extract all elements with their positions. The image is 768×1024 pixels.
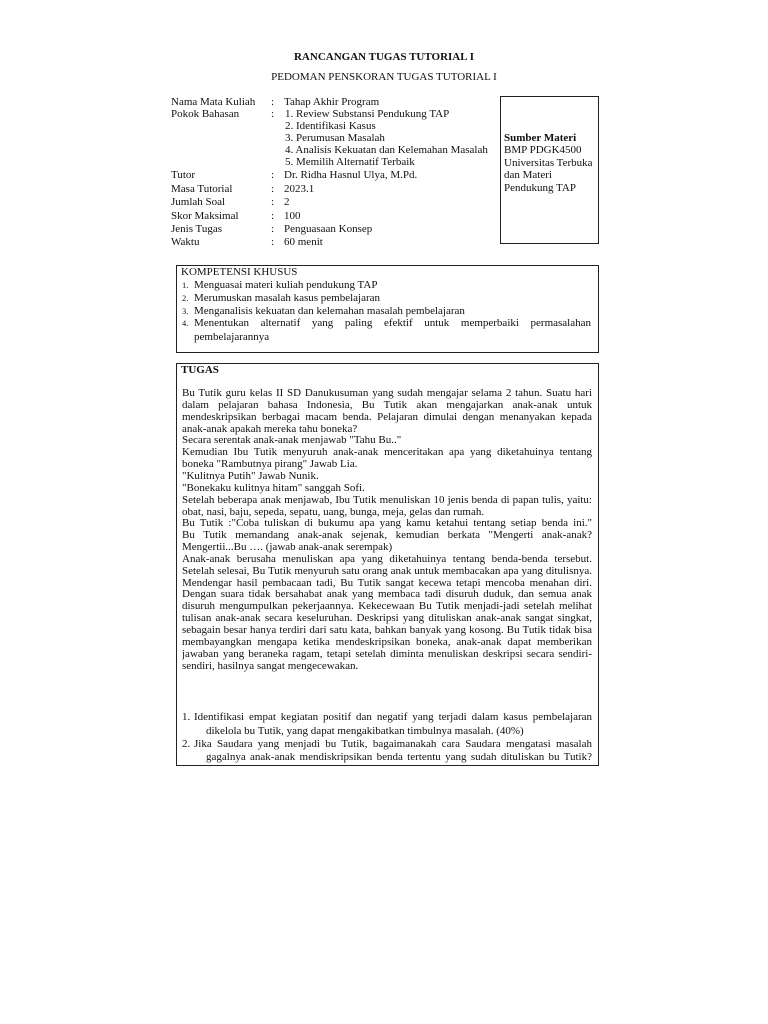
info-colon: : — [271, 223, 275, 235]
tugas-line: Bu Tutik guru kelas II SD Danukusuman yang sudah mengajar selama 2 tahun. Suatu hari — [182, 387, 592, 399]
sumber-line: dan Materi — [504, 169, 552, 181]
info-label: Jumlah Soal — [171, 196, 226, 208]
question-number: 2. — [182, 738, 191, 750]
info-value: Tahap Akhir Program — [284, 96, 380, 108]
tugas-line: mendeskripsikan berbagai macam benda. Pelajaran dimulai dengan menanyakan kepada — [182, 410, 592, 423]
sumber-materi-box — [500, 96, 599, 244]
kompetensi-heading: KOMPETENSI KHUSUS — [181, 266, 298, 278]
kompetensi-item: Menguasai materi kuliah pendukung TAP — [194, 279, 378, 291]
info-colon: : — [271, 108, 275, 120]
kompetensi-number: 4. — [182, 318, 189, 329]
question-line: Identifikasi empat kegiatan positif dan negatif yang terjadi dalam kasus pembelajaran — [194, 711, 592, 723]
info-label: Masa Tutorial — [171, 183, 233, 195]
info-label: Waktu — [171, 236, 200, 248]
info-row — [171, 223, 491, 236]
sumber-lines — [504, 144, 593, 194]
topic-item: 1. Review Substansi Pendukung TAP — [285, 108, 450, 120]
info-colon: : — [271, 210, 275, 222]
info-label: Tutor — [171, 169, 196, 181]
info-colon: : — [271, 196, 275, 208]
question-line: gagalnya anak-anak mendiskripsikan benda tertentu yang sudah dituliskan bu Tutik? — [206, 751, 592, 763]
question-number: 1. — [182, 711, 191, 723]
info-value: 100 — [284, 210, 301, 222]
question-line: dikelola bu Tutik, yang dapat mengakibatkan timbulnya masalah. (40%) — [206, 725, 524, 737]
tugas-line: boneka "Rambutnya pirang" Jawab Lia. — [182, 458, 358, 471]
kompetensi-item: Merumuskan masalah kasus pembelajaran — [194, 291, 381, 304]
sumber-line: BMP PDGK4500 — [504, 144, 582, 156]
info-label: Skor Maksimal — [171, 210, 239, 222]
tugas-line: sendiri, hasilnya sangat mengecewakan. — [182, 659, 359, 672]
tugas-line: "Kulitnya Putih" Jawab Nunik. — [182, 469, 319, 482]
info-row — [171, 236, 491, 249]
tugas-line: disuruh mengumpulkan pekerjaannya. Kekecewaan Bu Tutik menjadi-jadi setelah melihat — [182, 600, 592, 613]
tugas-line: Anak-anak berusaha menuliskan apa yang diketahuinya tentang benda-benda tersebut. — [182, 552, 592, 565]
tugas-line: Secara serentak anak-anak menjawab "Tahu Bu.." — [182, 434, 402, 447]
document-title: RANCANGAN TUGAS TUTORIAL I — [293, 51, 474, 63]
info-value: Dr. Ridha Hasnul Ulya, M.Pd. — [284, 169, 418, 181]
kompetensi-number: 1. — [182, 280, 189, 290]
kompetensi-item: Menentukan alternatif yang paling efektif untuk memperbaiki permasalahan — [194, 317, 591, 330]
sumber-heading: Sumber Materi — [504, 132, 577, 144]
document-subtitle: PEDOMAN PENSKORAN TUGAS TUTORIAL I — [271, 71, 497, 83]
tugas-line: jawaban yang beraneka ragam, tetapi setelah diminta menuliskan deskripsi secara sendiri- — [182, 647, 592, 660]
tugas-line: Kemudian Ibu Tutik menyuruh anak-anak menceritakan apa yang diketahuinya tentang — [182, 446, 592, 459]
info-row — [171, 169, 491, 182]
info-colon: : — [271, 183, 275, 195]
topic-item: 5. Memilih Alternatif Terbaik — [285, 156, 415, 168]
info-value: 2 — [284, 196, 290, 208]
tugas-line: Bu Tutik memandang anak-anak sejenak, kemudian berkata "Mengerti anak-anak? — [182, 529, 592, 542]
info-row — [171, 210, 491, 223]
question-line: Jika Saudara yang menjadi bu Tutik, bagaimanakah cara Saudara mengatasi masalah — [194, 738, 592, 750]
info-label: Nama Mata Kuliah — [171, 96, 256, 108]
info-value: 2023.1 — [284, 183, 315, 195]
tugas-line: Mengertii...Bu …. (jawab anak-anak serempak) — [182, 541, 393, 554]
sumber-line: Pendukung TAP — [504, 181, 576, 194]
topic-item: 4. Analisis Kekuatan dan Kelemahan Masalah — [285, 144, 488, 156]
tugas-heading: TUGAS — [181, 364, 219, 376]
tugas-line: "Bonekaku kulitnya hitam" sanggah Sofi. — [182, 481, 365, 494]
tugas-line: anak-anak apakah mereka tahu boneka? — [182, 422, 358, 435]
info-value: Penguasaan Konsep — [284, 223, 373, 235]
topic-item: 3. Perumusan Masalah — [285, 132, 385, 144]
info-label: Pokok Bahasan — [171, 108, 240, 120]
tugas-line: Mendengar hasil pembacaan tadi, Bu Tutik sangat kecewa tetapi mencoba menahan diri. — [182, 576, 592, 589]
info-label: Jenis Tugas — [171, 223, 223, 235]
info-row — [171, 183, 491, 196]
tugas-line: Bu Tutik :"Coba tuliskan di bukumu apa yang kamu ketahui tentang setiap benda ini." — [182, 517, 592, 530]
sumber-line: Universitas Terbuka — [504, 156, 593, 169]
kompetensi-number: 3. — [182, 305, 189, 316]
info-colon: : — [271, 169, 275, 181]
kompetensi-item: pembelajarannya — [194, 331, 270, 344]
tugas-line: membayangkan mengapa ketika mendeskripsikan boneka, anak-anak dapat memberikan — [182, 635, 592, 648]
info-value: 60 menit — [284, 236, 323, 248]
tugas-line: Setelah selesai, Bu Tutik menyuruh satu orang anak untuk membacakan apa yang ditulisnya. — [182, 564, 592, 577]
tugas-line: tulisan anak-anak secara keseluruhan. Deskripsi yang dituliskan anak-anak sangat singkat, — [182, 612, 592, 625]
info-colon: : — [271, 236, 275, 248]
info-colon: : — [271, 96, 275, 108]
kompetensi-number: 2. — [182, 292, 189, 303]
info-row — [171, 196, 491, 209]
kompetensi-item: Menganalisis kekuatan dan kelemahan masalah pembelajaran — [194, 304, 465, 317]
tugas-line: obat, nasi, baju, sepeda, sepatu, uang, bunga, meja, gelas dan rumah. — [182, 505, 485, 518]
tugas-line: dalam pelajaran bahasa Indonesia, Bu Tutik akan mengajarkan anak-anak untuk — [182, 398, 592, 411]
topic-item: 2. Identifikasi Kasus — [285, 120, 376, 132]
tugas-line: Dengan suara tidak bersahabat anak yang membaca tadi disuruh duduk, dan semua anak — [182, 588, 592, 601]
tugas-line: sebagain besar hanya terdiri dari satu kata, bahkan banyak yang kosong. Bu Tutik tidak bisa — [182, 624, 592, 636]
tugas-line: Setelah beberapa anak menjawab, Ibu Tutik menuliskan 10 jenis benda di papan tulis, yaitu: — [182, 493, 592, 506]
